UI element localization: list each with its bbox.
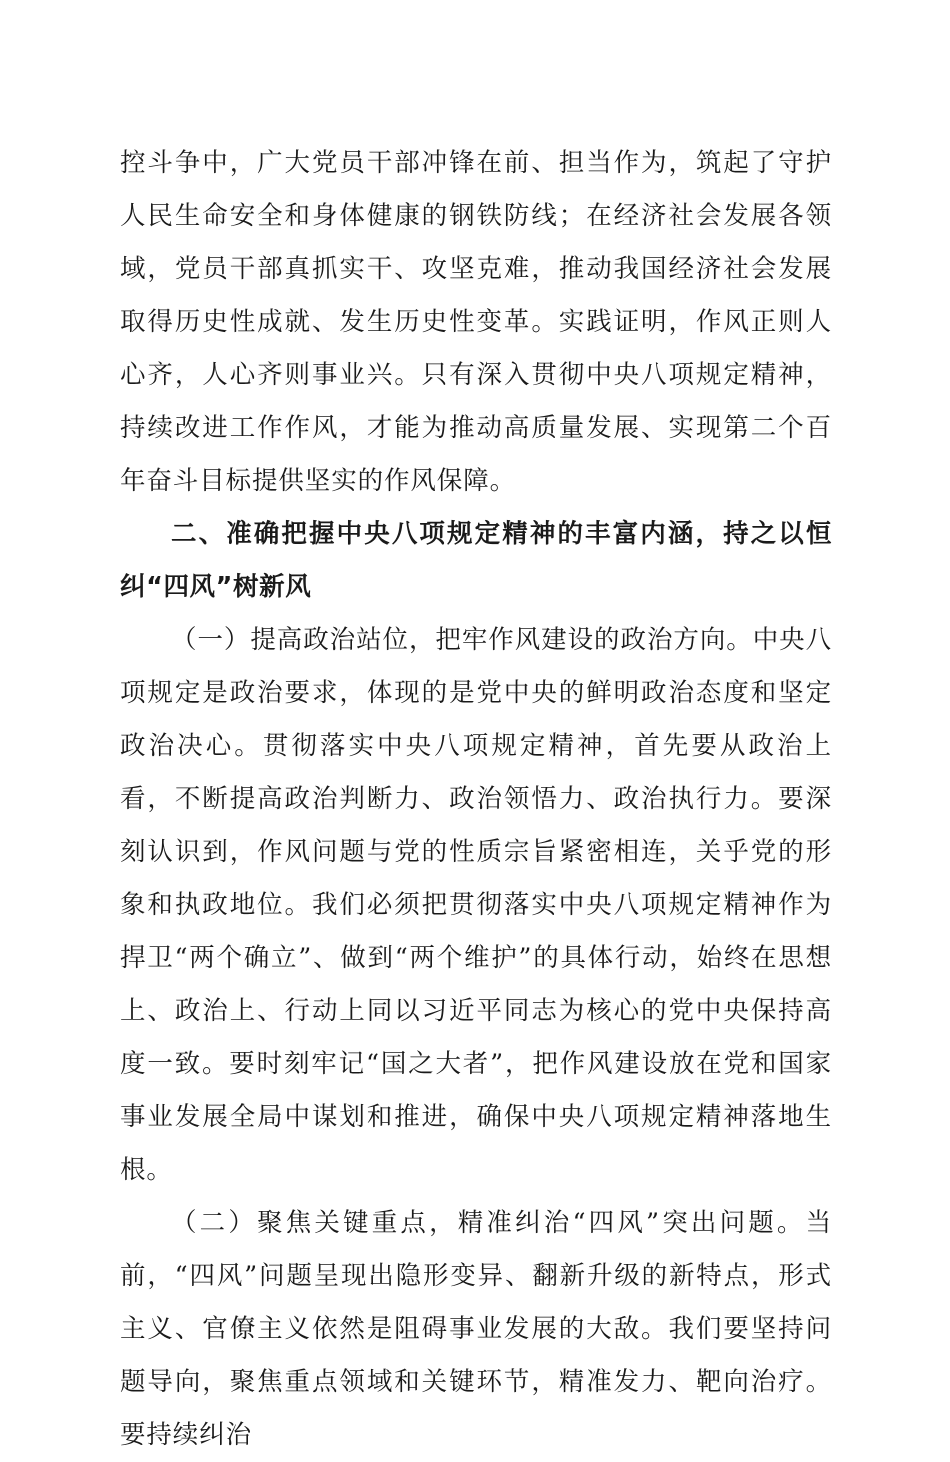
document-body (120, 137, 832, 1462)
body-paragraph-subsection-two: （二）聚焦关键重点，精准纠治“四风”突出问题。当前，“四风”问题呈现出隐形变异、翻新升级的新特点，形式主义、官僚主义依然是阻碍事业发展的大敌。我们要坚持问题导向，聚焦重点领域和关键环节，精准发力、靶向治疗。要持续纠治 (120, 1208, 832, 1450)
body-paragraph-subsection-one: （一）提高政治站位，把牢作风建设的政治方向。中央八项规定是政治要求，体现的是党中央的鲜明政治态度和坚定政治决心。贯彻落实中央八项规定精神，首先要从政治上看，不断提高政治判断力、政治领悟力、政治执行力。要深刻认识到，作风问题与党的性质宗旨紧密相连，关乎党的形象和执政地位。我们必须把贯彻落实中央八项规定精神作为捍卫“两个确立”、做到“两个维护”的具体行动，始终在思想上、政治上、行动上同以习近平同志为核心的党中央保持高度一致。要时刻牢记“国之大者”，把作风建设放在党和国家事业发展全局中谋划和推进，确保中央八项规定精神落地生根。 (120, 625, 832, 1185)
body-paragraph-continuation: 控斗争中，广大党员干部冲锋在前、担当作为，筑起了守护人民生命安全和身体健康的钢铁防线；在经济社会发展各领域，党员干部真抓实干、攻坚克难，推动我国经济社会发展取得历史性成就、发生历史性变革。实践证明，作风正则人心齐，人心齐则事业兴。只有深入贯彻中央八项规定精神，持续改进工作作风，才能为推动高质量发展、实现第二个百年奋斗目标提供坚实的作风保障。 (120, 148, 832, 496)
section-heading-two: 二、准确把握中央八项规定精神的丰富内涵，持之以恒纠“四风”树新风 (120, 519, 832, 602)
